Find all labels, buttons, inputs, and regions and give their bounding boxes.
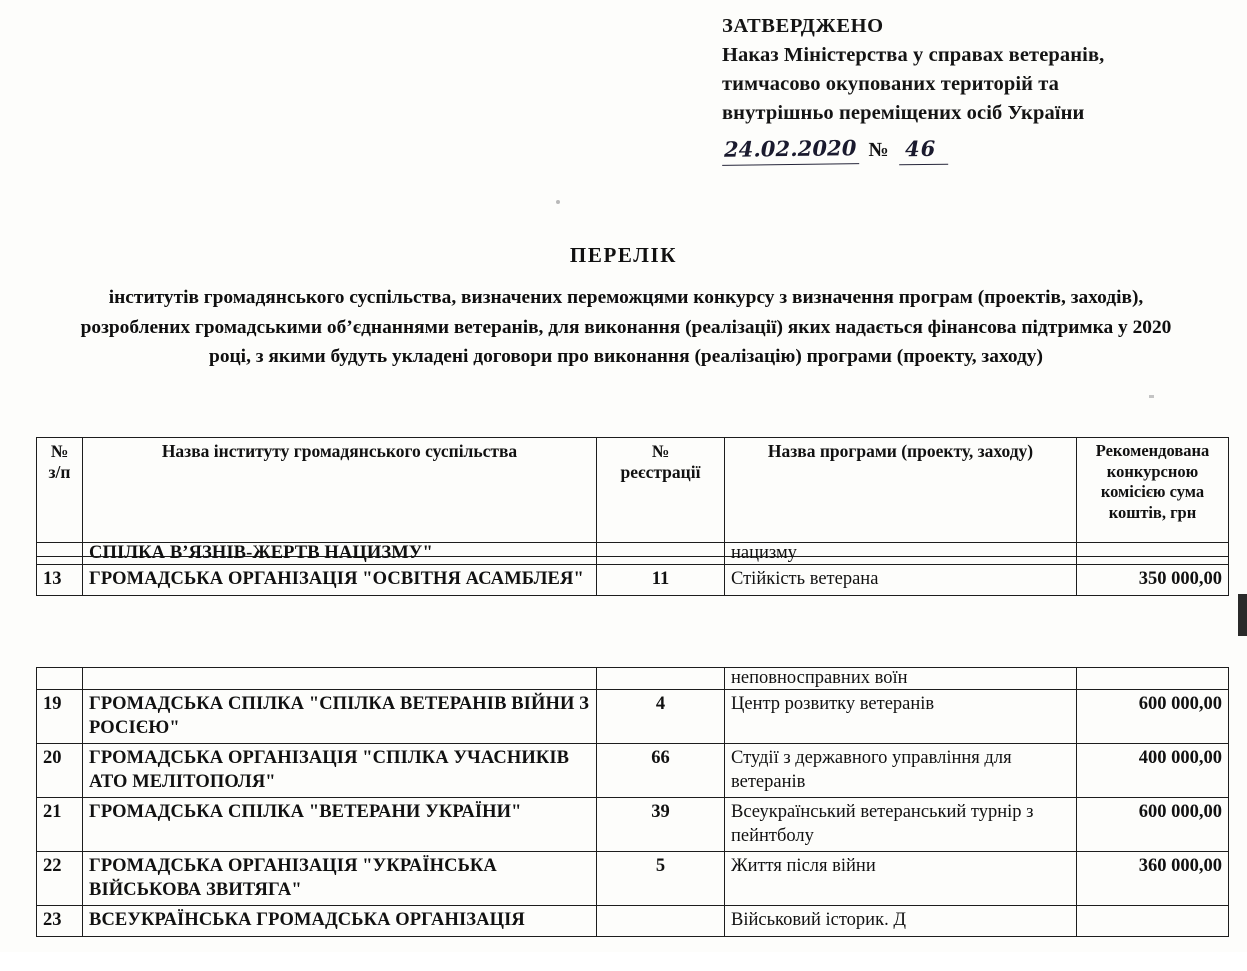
table-row xyxy=(37,690,1229,744)
cell-registration: 11 xyxy=(597,565,725,596)
header-registration xyxy=(597,438,725,557)
header-organization: Назва інституту громадянського суспільства xyxy=(83,438,597,557)
scan-dot xyxy=(1149,395,1154,398)
cell-program: Життя після війни xyxy=(725,852,1077,906)
table-row-partial xyxy=(37,543,1229,565)
table-row xyxy=(37,565,1229,596)
cell-num: 22 xyxy=(37,852,83,906)
cell-sum: 360 000,00 xyxy=(1077,852,1229,906)
header-reg-line1: № xyxy=(651,441,670,461)
approval-number-handwritten: 46 xyxy=(899,134,949,166)
cell-num: 19 xyxy=(37,690,83,744)
approval-line-3: внутрішньо переміщених осіб України xyxy=(722,102,1085,124)
scan-speck xyxy=(556,200,560,204)
approval-date-handwritten: 24.02.2020 xyxy=(722,133,859,166)
cell-sum xyxy=(1077,906,1229,937)
cell-sum: 600 000,00 xyxy=(1077,798,1229,852)
table-fragment-1 xyxy=(36,543,1228,629)
table-row xyxy=(37,744,1229,798)
approval-block xyxy=(722,12,1222,165)
cell-num: 13 xyxy=(37,565,83,596)
cell-sum: 400 000,00 xyxy=(1077,744,1229,798)
registry-table-wrap xyxy=(36,437,1228,971)
header-sum: Рекомендована конкурсною комісією сума коштів, грн xyxy=(1077,438,1229,557)
cell-program: нацизму xyxy=(725,543,1077,565)
cell-organization: ГРОМАДСЬКА ОРГАНІЗАЦІЯ "СПІЛКА УЧАСНИКІВ АТО МЕЛІТОПОЛЯ" xyxy=(83,744,597,798)
cell-program: Стійкість ветерана xyxy=(725,565,1077,596)
cell-organization: ГРОМАДСЬКА СПІЛКА "ВЕТЕРАНИ УКРАЇНИ" xyxy=(83,798,597,852)
cell-sum: 350 000,00 xyxy=(1077,565,1229,596)
cell-program: Центр розвитку ветеранів xyxy=(725,690,1077,744)
cell-num: 21 xyxy=(37,798,83,852)
scan-edge-mark xyxy=(1238,594,1247,636)
table-fragment-2 xyxy=(36,668,1228,971)
cell-registration xyxy=(597,543,725,565)
table-header-row xyxy=(37,438,1229,557)
cell-organization: ГРОМАДСЬКА ОРГАНІЗАЦІЯ "УКРАЇНСЬКА ВІЙСЬКОВА ЗВИТЯГА" xyxy=(83,852,597,906)
cell-program: Студії з державного управління для ветеранів xyxy=(725,744,1077,798)
table-row xyxy=(37,852,1229,906)
table-row xyxy=(37,798,1229,852)
header-reg-line2: реєстрації xyxy=(620,462,701,482)
cell-sum xyxy=(1077,543,1229,565)
cell-registration: 39 xyxy=(597,798,725,852)
cell-program: неповносправних воїн xyxy=(725,668,1077,690)
table-row-partial xyxy=(37,906,1229,937)
registry-table-body-1 xyxy=(36,542,1229,596)
cell-organization: ГРОМАДСЬКА СПІЛКА "СПІЛКА ВЕТЕРАНІВ ВІЙНИ З РОСІЄЮ" xyxy=(83,690,597,744)
cell-num: 20 xyxy=(37,744,83,798)
cell-organization: ГРОМАДСЬКА ОРГАНІЗАЦІЯ "ОСВІТНЯ АСАМБЛЕЯ" xyxy=(83,565,597,596)
cell-organization: СПІЛКА В’ЯЗНІВ-ЖЕРТВ НАЦИЗМУ" xyxy=(83,543,597,565)
cell-num: 23 xyxy=(37,906,83,937)
approval-line-1: Наказ Міністерства у справах ветеранів, xyxy=(722,44,1105,66)
cell-program: Військовий історик. Д xyxy=(725,906,1077,937)
page-subtitle: інститутів громадянського суспільства, визначених переможцями конкурсу з визначення програм (проектів, заходів), розроблених громадськими об’єднаннями ветеранів, для виконання (реалізації) яких надається фінансова підтримка у 2020 році, з якими будуть укладені договори про виконання (реалізацію) програми (проекту, заходу) xyxy=(80,287,1172,367)
approval-date-row xyxy=(722,134,1222,165)
registry-table-header xyxy=(36,437,1229,557)
page-title: ПЕРЕЛІК xyxy=(569,243,678,267)
header-num-line1: № xyxy=(50,441,69,461)
approval-heading: ЗАТВЕРДЖЕНО xyxy=(722,15,884,37)
cell-sum xyxy=(1077,668,1229,690)
cell-registration: 66 xyxy=(597,744,725,798)
cell-organization: ВСЕУКРАЇНСЬКА ГРОМАДСЬКА ОРГАНІЗАЦІЯ xyxy=(83,906,597,937)
cell-registration xyxy=(597,668,725,690)
table-row-partial xyxy=(37,668,1229,690)
cell-registration: 4 xyxy=(597,690,725,744)
cell-registration xyxy=(597,906,725,937)
cell-registration: 5 xyxy=(597,852,725,906)
approval-line-2: тимчасово окупованих територій та xyxy=(722,73,1060,95)
cell-program: Всеукраїнський ветеранський турнір з пейнтболу xyxy=(725,798,1077,852)
header-num-line2: з/п xyxy=(48,462,71,482)
registry-table-body-2 xyxy=(36,667,1229,937)
approval-number-label: № xyxy=(868,139,889,161)
cell-num xyxy=(37,668,83,690)
cell-organization xyxy=(83,668,597,690)
header-program: Назва програми (проекту, заходу) xyxy=(725,438,1077,557)
cell-num xyxy=(37,543,83,565)
header-num xyxy=(37,438,83,557)
cell-sum: 600 000,00 xyxy=(1077,690,1229,744)
